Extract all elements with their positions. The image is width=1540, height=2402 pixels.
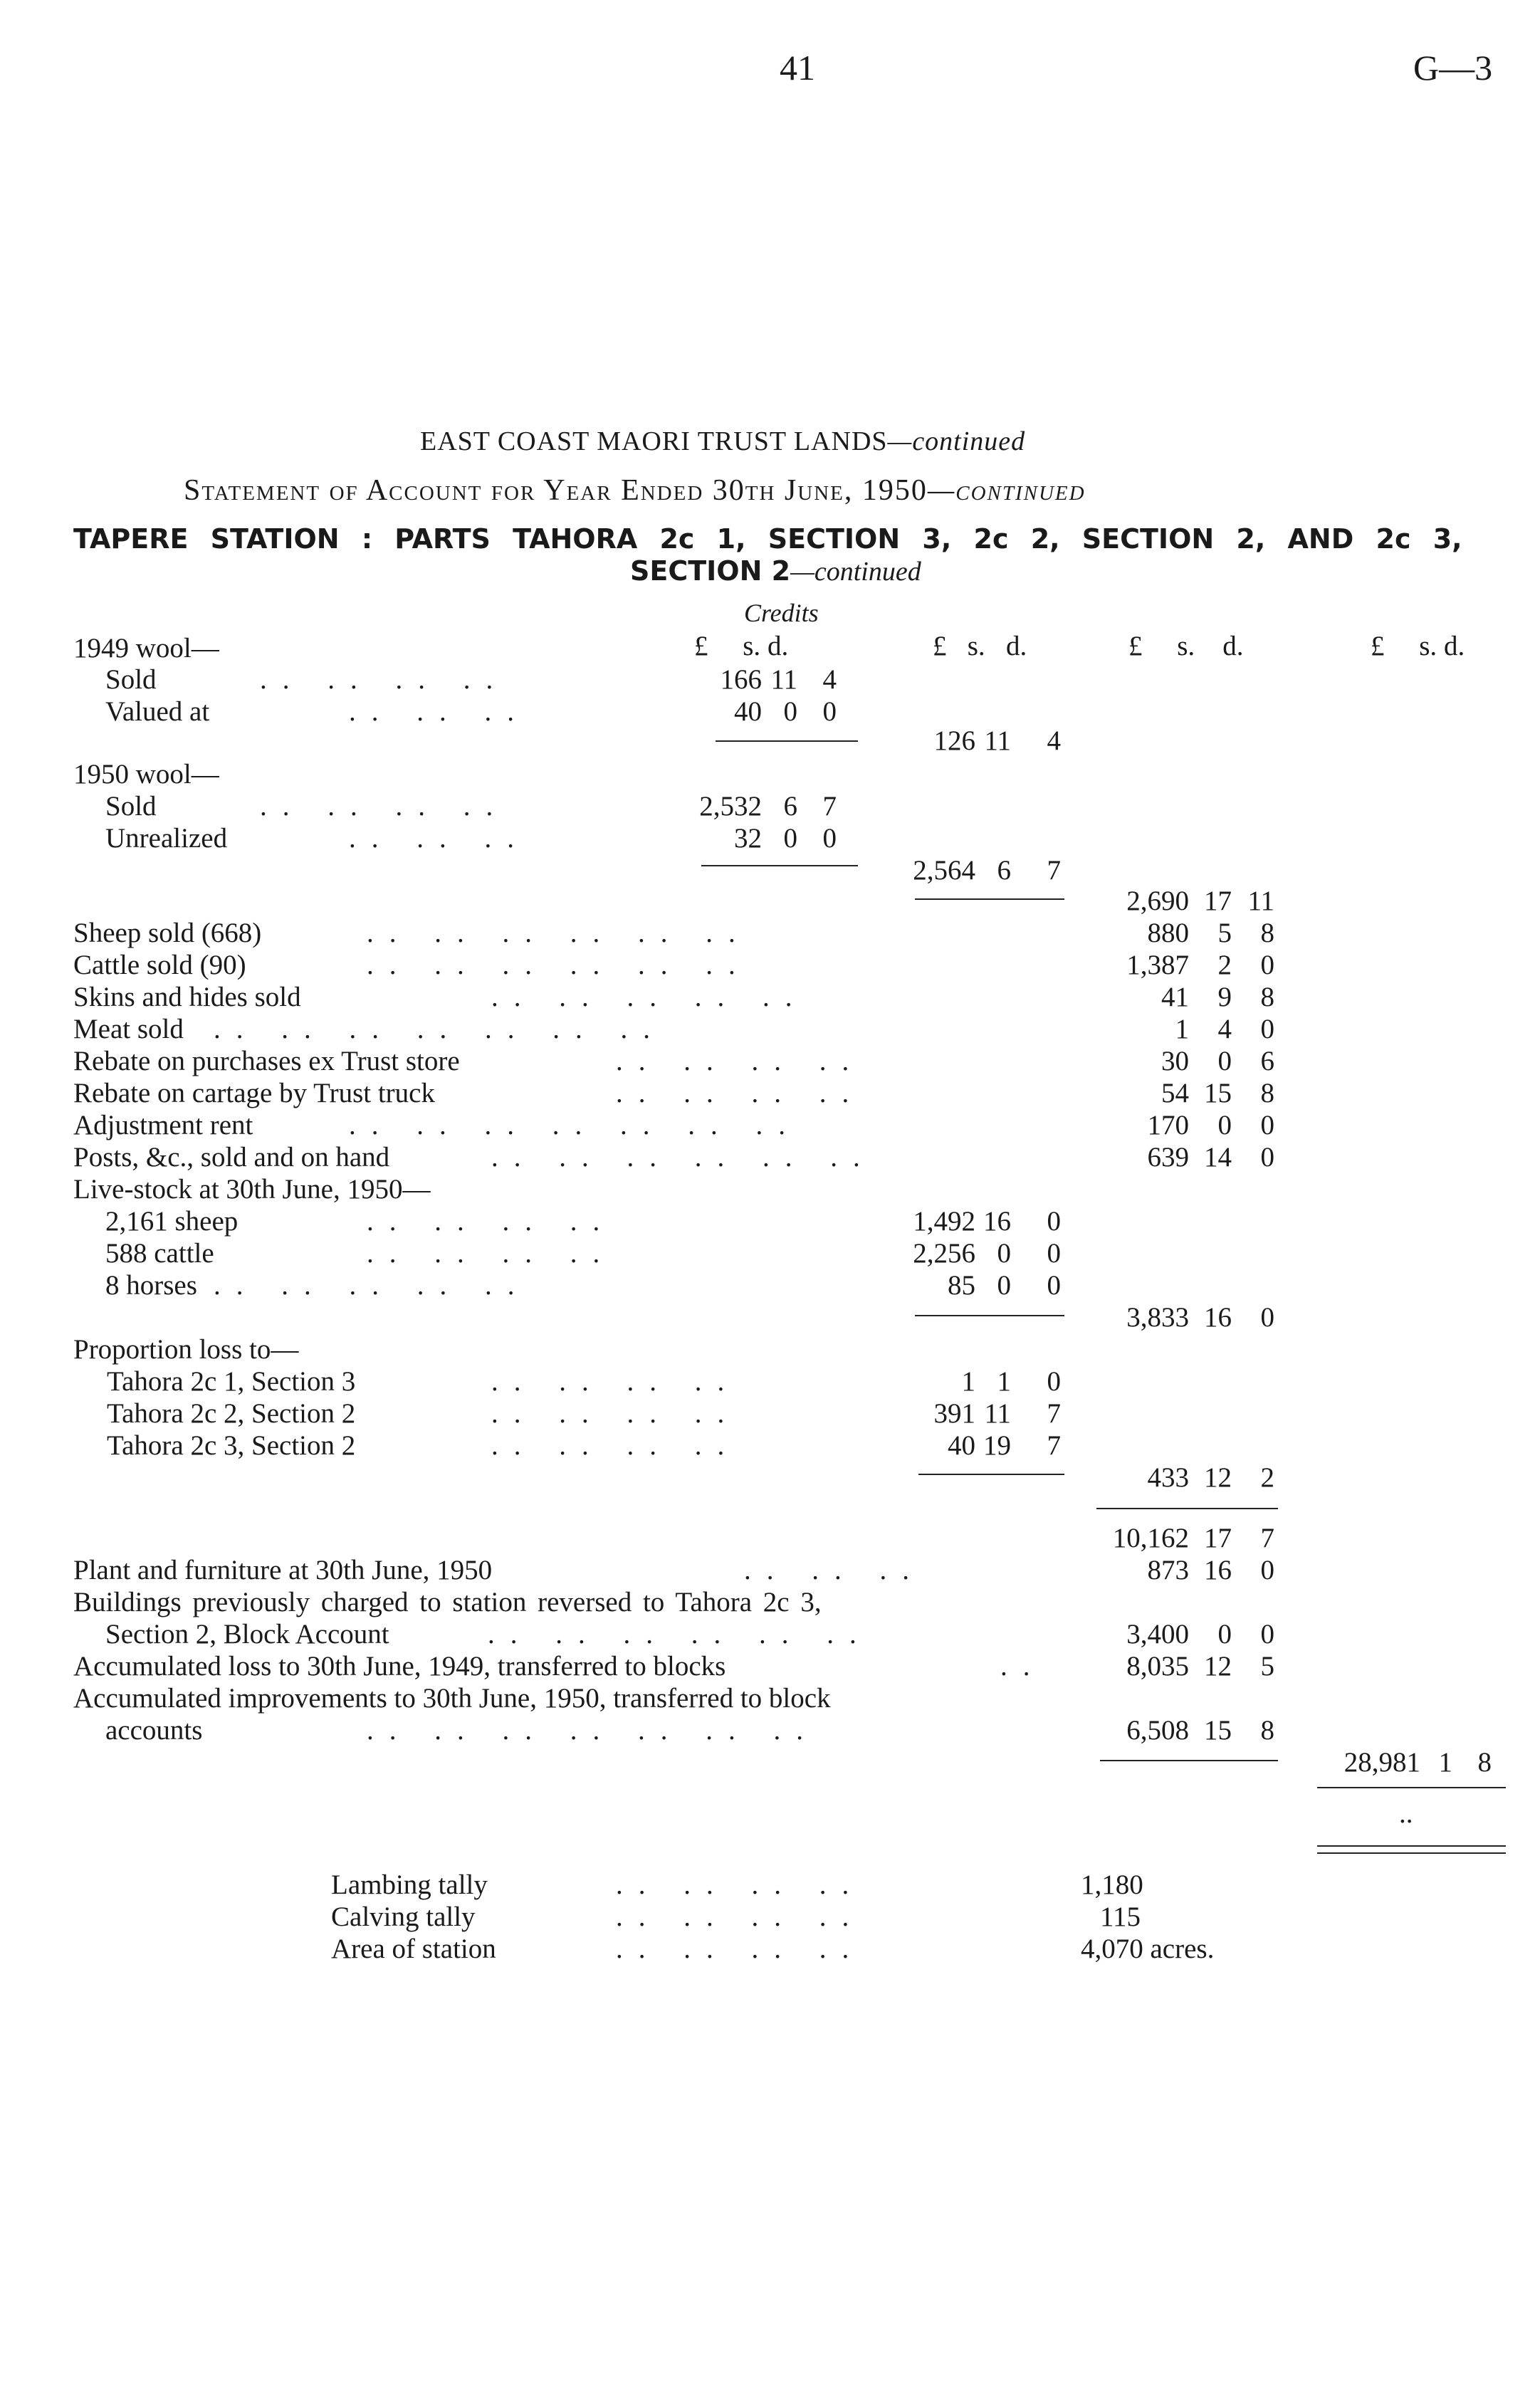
amount-pound: 41 [1161,982,1189,1012]
tally-label: Calving tally [331,1902,476,1932]
amount-pence: 0 [1260,1142,1274,1173]
amount-pound: 391 [933,1398,975,1429]
leader-dots: .. .. .. .. [616,1902,865,1932]
amount-pound: 880 [1147,918,1189,948]
rule [915,1315,1064,1316]
leader-dots: .. .. .. [349,696,530,727]
amount-shilling: 16 [1204,1302,1232,1333]
amount-pence: 8 [1260,1715,1274,1746]
item-label: Adjustment rent [73,1110,253,1140]
amount-shilling: 15 [1204,1715,1232,1746]
leader-dots: .. .. .. .. [616,1046,865,1076]
grand-total-pound: 28,981 [1343,1747,1420,1778]
item-label: Cattle sold (90) [73,950,246,980]
proportion-row-label: Tahora 2c 2, Section 2 [107,1398,356,1429]
amount-pence: 0 [1260,1110,1274,1140]
leader-dots: .. .. .. .. .. .. .. [367,1715,819,1746]
amount-shilling: 6 [783,791,797,822]
amount-pound: 3,400 [1126,1619,1189,1650]
wool-1950-unrealized-label: Unrealized [105,823,228,854]
amount-pence: 4 [1047,725,1061,756]
tally-value: 1,180 [1081,1869,1143,1900]
leader-dots: .. .. .. .. [616,1869,865,1900]
rule [918,1474,1064,1475]
amount-shilling: 4 [1217,1014,1232,1044]
amount-pence: 7 [1260,1523,1274,1553]
amount-shilling: 2 [1217,950,1232,980]
leader-dots: .. .. .. .. [367,1206,616,1237]
amount-pence: 7 [1047,1398,1061,1429]
proportion-row-label: Tahora 2c 1, Section 3 [107,1366,356,1397]
amount-pence: 0 [1047,1270,1061,1301]
col-header-1: £ s. d. [694,631,789,661]
amount-shilling: 11 [984,725,1011,756]
amount-pound: 54 [1161,1078,1189,1108]
col-header-4: £ s. d. [1371,631,1465,661]
col-header-2: £ s. d. [933,631,1027,661]
amount-pence: 0 [1047,1366,1061,1397]
amount-shilling: 0 [783,696,797,727]
item-label: Sheep sold (668) [73,918,262,948]
proportion-label: Proportion loss to— [73,1334,299,1365]
document-title: EAST COAST MAORI TRUST LANDS—continued [420,426,1026,456]
amount-pound: 2,564 [913,855,975,886]
item-label: Posts, &c., sold and on hand [73,1142,390,1173]
amount-shilling: 0 [1217,1046,1232,1076]
wool-1950-label: 1950 wool— [73,759,219,790]
leader-dots: .. .. .. .. [367,1238,616,1269]
credits-caption: Credits [744,599,819,627]
amount-pence: 0 [1260,1619,1274,1650]
amount-pound: 10,162 [1112,1523,1189,1553]
item-label: Skins and hides sold [73,982,301,1012]
other-label: Plant and furniture at 30th June, 1950 [73,1555,493,1585]
other-label-cont: accounts [105,1715,203,1746]
amount-pound: 2,532 [699,791,762,822]
amount-pound: 32 [734,823,762,854]
amount-shilling: 12 [1204,1462,1232,1493]
leader-dots: .. .. .. [744,1555,925,1585]
amount-pence: 11 [1247,886,1274,916]
amount-pence: 0 [1260,950,1274,980]
wool-1949-label: 1949 wool— [73,633,219,664]
amount-pence: 0 [1260,1014,1274,1044]
amount-pound: 126 [933,725,975,756]
leader-dots: .. .. .. .. .. .. [488,1619,872,1650]
item-label: Rebate on purchases ex Trust store [73,1046,460,1076]
amount-shilling: 16 [983,1206,1011,1237]
leader-dots: .. .. .. .. [616,1078,865,1108]
other-label: Accumulated loss to 30th June, 1949, transferred to blocks [73,1651,726,1682]
leader-dots: .. .. .. .. .. .. [491,1142,876,1173]
amount-pound: 2,256 [913,1238,975,1269]
livestock-row-label: 8 horses [105,1270,197,1301]
proportion-row-label: Tahora 2c 3, Section 2 [107,1430,356,1461]
amount-pence: 2 [1260,1462,1274,1493]
amount-shilling: 11 [770,664,797,695]
tally-value: 115 [1100,1902,1141,1932]
double-rule-bottom [1317,1852,1506,1854]
col-header-3: £ s. d. [1128,631,1244,661]
leader-dots: .. .. .. .. .. .. .. [349,1110,801,1140]
amount-shilling: 0 [997,1238,1011,1269]
amount-shilling: 11 [984,1398,1011,1429]
leader-dots: .. [1000,1651,1046,1682]
station-heading-line2: SECTION 2—continued [630,555,921,587]
page-reference: G—3 [1413,48,1493,88]
wool-1949-sold-label: Sold [105,664,157,695]
amount-shilling: 0 [1217,1110,1232,1140]
amount-shilling: 15 [1204,1078,1232,1108]
amount-shilling: 19 [983,1430,1011,1461]
amount-shilling: 0 [997,1270,1011,1301]
amount-pence: 7 [1047,1430,1061,1461]
amount-pound: 1,387 [1126,950,1189,980]
statement-title: Statement of Account for Year Ended 30th June, 1950—continued [184,474,1086,507]
tally-value: 4,070 acres. [1081,1934,1215,1964]
amount-shilling: 0 [783,823,797,854]
amount-pence: 0 [822,823,837,854]
amount-pound: 639 [1147,1142,1189,1173]
other-label: Accumulated improvements to 30th June, 1950, transferred to block [73,1683,831,1714]
amount-pound: 1,492 [913,1206,975,1237]
amount-shilling: 9 [1217,982,1232,1012]
amount-pence: 5 [1260,1651,1274,1682]
amount-pound: 3,833 [1126,1302,1189,1333]
amount-pence: 8 [1260,1078,1274,1108]
amount-pound: 30 [1161,1046,1189,1076]
amount-pence: 6 [1260,1046,1274,1076]
leader-dots: .. .. .. .. .. .. [367,918,751,948]
amount-shilling: 5 [1217,918,1232,948]
amount-shilling: 17 [1204,886,1232,916]
amount-pence: 0 [1047,1206,1061,1237]
amount-shilling: 1 [997,1366,1011,1397]
grand-total-below: .. [1399,1798,1413,1829]
amount-shilling: 17 [1204,1523,1232,1553]
grand-total-shilling: 1 [1438,1747,1452,1778]
leader-dots: .. .. .. .. .. [491,982,808,1012]
rule [701,865,858,866]
station-heading: TAPERE STATION : PARTS TAHORA 2c 1, SECTION 3, 2c 2, SECTION 2, AND 2c 3, [73,523,1462,555]
amount-pound: 2,690 [1126,886,1189,916]
amount-pence: 8 [1260,982,1274,1012]
other-label: Buildings previously charged to station reversed to Tahora 2c 3, [73,1587,822,1617]
amount-pound: 6,508 [1126,1715,1189,1746]
livestock-row-label: 588 cattle [105,1238,214,1269]
leader-dots: .. .. .. .. .. .. .. [214,1014,666,1044]
amount-pound: 85 [948,1270,975,1301]
amount-pence: 7 [822,791,837,822]
amount-shilling: 12 [1204,1651,1232,1682]
leader-dots: .. .. .. .. .. .. [367,950,751,980]
amount-pound: 166 [720,664,762,695]
amount-shilling: 14 [1204,1142,1232,1173]
wool-1949-valued-label: Valued at [105,696,210,727]
amount-pound: 1 [1175,1014,1189,1044]
rule [716,740,858,742]
amount-pound: 1 [961,1366,975,1397]
grand-total-pence: 8 [1477,1747,1492,1778]
amount-shilling: 16 [1204,1555,1232,1585]
amount-pence: 8 [1260,918,1274,948]
amount-pence: 0 [1260,1302,1274,1333]
amount-pence: 4 [822,664,837,695]
amount-pence: 0 [1047,1238,1061,1269]
double-rule-top [1317,1845,1506,1847]
leader-dots: .. .. .. .. [616,1934,865,1964]
leader-dots: .. .. .. .. [260,664,509,695]
item-label: Rebate on cartage by Trust truck [73,1078,435,1108]
leader-dots: .. .. .. .. [260,791,509,822]
rule [915,898,1064,900]
leader-dots: .. .. .. .. [491,1366,740,1397]
leader-dots: .. .. .. .. [491,1430,740,1461]
livestock-label: Live-stock at 30th June, 1950— [73,1174,431,1205]
amount-pound: 8,035 [1126,1651,1189,1682]
amount-pound: 873 [1147,1555,1189,1585]
tally-label: Area of station [331,1934,496,1964]
amount-pound: 40 [948,1430,975,1461]
rule [1317,1787,1506,1788]
amount-shilling: 0 [1217,1619,1232,1650]
amount-pence: 0 [822,696,837,727]
rule [1096,1508,1278,1509]
rule [1100,1760,1278,1761]
wool-1950-sold-label: Sold [105,791,157,822]
leader-dots: .. .. .. .. .. [214,1270,530,1301]
amount-pence: 7 [1047,855,1061,886]
amount-pound: 433 [1147,1462,1189,1493]
amount-pound: 40 [734,696,762,727]
amount-pence: 0 [1260,1555,1274,1585]
leader-dots: .. .. .. .. [491,1398,740,1429]
leader-dots: .. .. .. [349,823,530,854]
tally-label: Lambing tally [331,1869,488,1900]
amount-pound: 170 [1147,1110,1189,1140]
other-label-cont: Section 2, Block Account [105,1619,389,1650]
item-label: Meat sold [73,1014,184,1044]
amount-shilling: 6 [997,855,1011,886]
livestock-row-label: 2,161 sheep [105,1206,239,1237]
page-number: 41 [780,48,815,88]
